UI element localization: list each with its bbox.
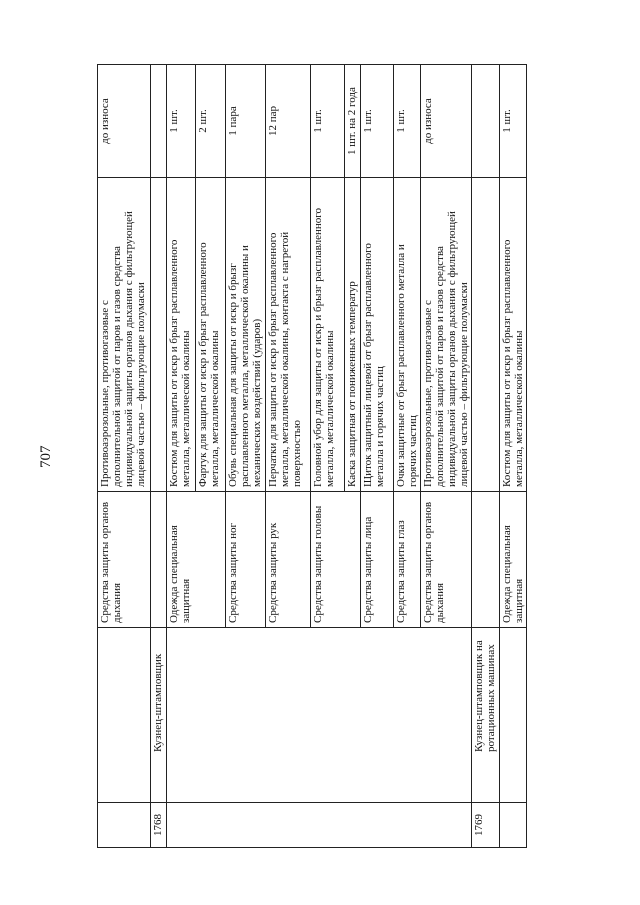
empty-cell [151,491,167,627]
ppe-type-cell: Средства защиты глаз [394,491,421,627]
ppe-name-cell: Костюм для защиты от искр и брызг расплавленного металла, металлической окалины [500,177,527,491]
empty-cell [472,64,500,177]
empty-cell [151,177,167,491]
row-number-cell: 1769 [472,802,500,847]
ppe-type-cell: Средства защиты лица [361,491,394,627]
ppe-name-cell: Фартук для защиты от искр и брызг расплавленного металла, металлической окалины [196,177,226,491]
ppe-name-cell: Обувь специальная для защиты от искр и брызг расплавленного металла, металлической окалины и механических воздействий (ударов) [226,177,266,491]
ppe-name-cell: Противоаэрозольные, противогазовые с дополнительной защитой от паров и газов средства индивидуальной защиты органов дыхания с фильтрующей лицевой частью – фильтрующие полумаски [98,177,151,491]
ppe-type-cell: Средства защиты органов дыхания [98,491,151,627]
profession-cell: Кузнец-штамповщик на ротационных машинах [472,627,500,802]
issue-norm-cell: 1 шт. [167,64,196,177]
ppe-type-cell: Средства защиты рук [266,491,311,627]
row-number-cell [167,802,472,847]
row-number-cell [98,802,151,847]
ppe-name-cell: Противоаэрозольные, противогазовые с дополнительной защитой от паров и газов средства индивидуальной защиты органов дыхания с фильтрующей лицевой частью – фильтрующие полумаски [421,177,472,491]
ppe-name-cell: Щиток защитный лицевой от брызг расплавленного металла и горячих частиц [361,177,394,491]
rotated-table-container [97,64,527,848]
issue-norm-cell: 12 пар [266,64,311,177]
page-number: 707 [38,445,54,468]
profession-cell: Кузнец-штамповщик [151,627,167,802]
profession-cell [98,627,151,802]
issue-norm-cell: 1 шт. [394,64,421,177]
ppe-type-cell: Средства защиты головы [311,491,361,627]
ppe-name-cell: Костюм для защиты от искр и брызг расплавленного металла, металлической окалины [167,177,196,491]
ppe-name-cell: Очки защитные от брызг расплавленного металла и горячих частиц [394,177,421,491]
ppe-name-cell: Головной убор для защиты от искр и брызг расплавленного металла, металлической окалины [311,177,345,491]
ppe-norms-table [97,64,527,848]
ppe-type-cell: Средства защиты органов дыхания [421,491,472,627]
ppe-type-cell: Одежда специальная защитная [167,491,226,627]
empty-cell [472,491,500,627]
empty-cell [472,177,500,491]
ppe-name-cell: Перчатки для защиты от искр и брызг расплавленного металла, металлической окалины, контакта с нагретой поверхностью [266,177,311,491]
issue-norm-cell: до износа [421,64,472,177]
issue-norm-cell: 1 шт. [361,64,394,177]
empty-cell [151,64,167,177]
row-number-cell: 1768 [151,802,167,847]
profession-cell [167,627,472,802]
issue-norm-cell: 1 шт. [311,64,345,177]
row-number-cell [500,802,527,847]
issue-norm-cell: 1 пара [226,64,266,177]
ppe-name-cell: Каска защитная от пониженных температур [345,177,361,491]
profession-cell [500,627,527,802]
issue-norm-cell: 1 шт. [500,64,527,177]
ppe-type-cell: Одежда специальная защитная [500,491,527,627]
ppe-type-cell: Средства защиты ног [226,491,266,627]
issue-norm-cell: 1 шт. на 2 года [345,64,361,177]
issue-norm-cell: до износа [98,64,151,177]
issue-norm-cell: 2 шт. [196,64,226,177]
